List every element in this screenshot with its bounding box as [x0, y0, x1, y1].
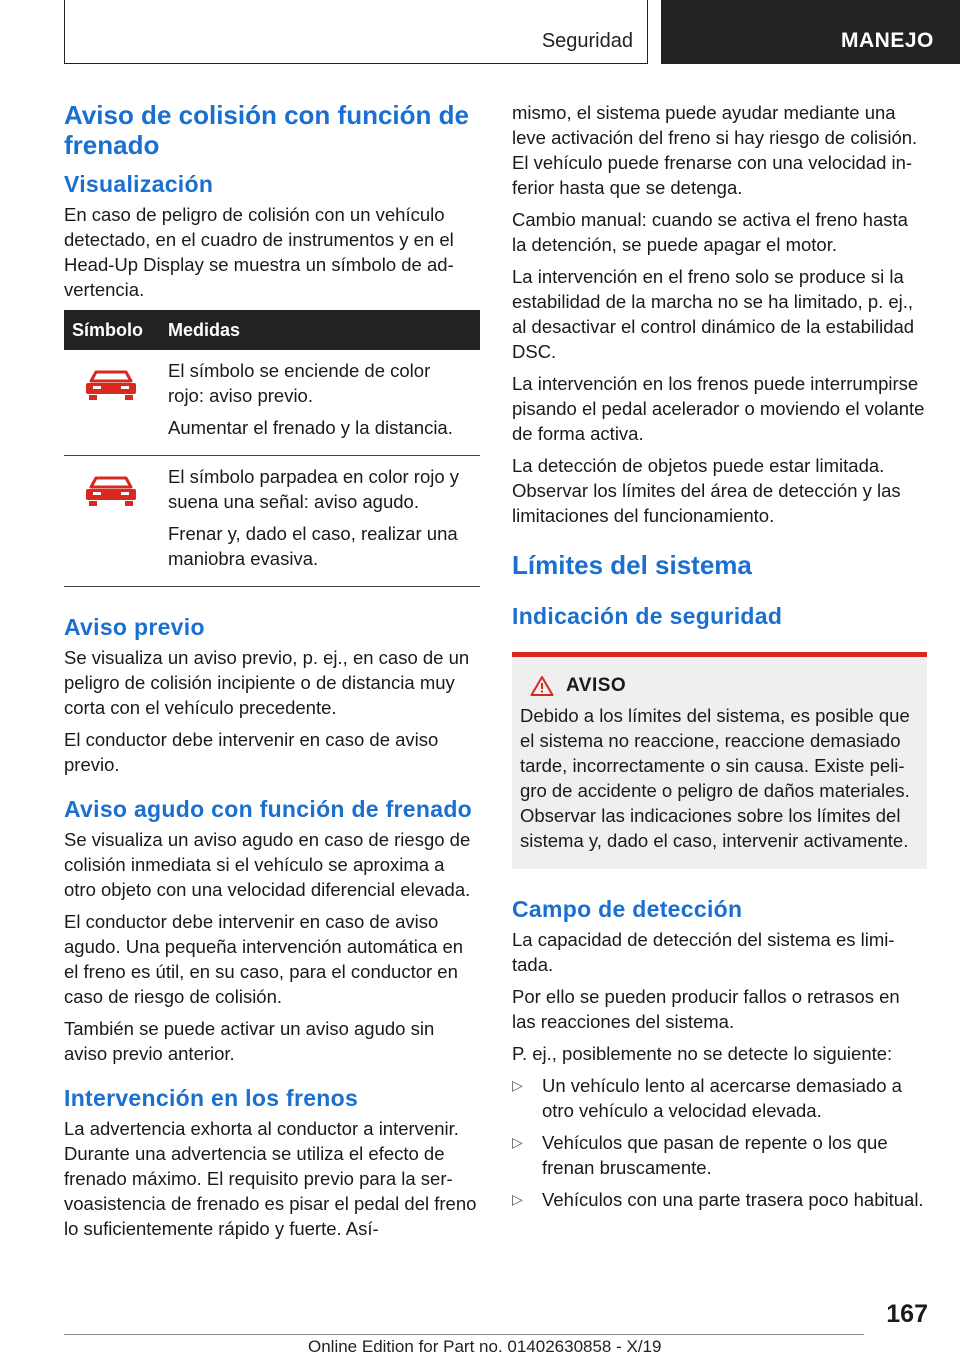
list-item-text: Vehículos que pasan de repente o los que frenan bruscamente. [542, 1132, 888, 1178]
table-header-symbol: Símbolo [64, 310, 160, 350]
list-item [512, 1073, 927, 1123]
paragraph: También se puede activar un aviso agudo sin aviso previo anterior. [64, 1018, 435, 1064]
table-header-measures: Medidas [160, 310, 480, 350]
paragraph: El conductor debe intervenir en caso de aviso previo. [64, 729, 439, 775]
car-warning-icon [84, 476, 138, 508]
car-warning-icon [84, 370, 138, 402]
triangle-bullet-icon: ▷ [512, 1191, 523, 1207]
measure-text: El símbolo se enciende de color rojo: aviso previo. [168, 360, 431, 406]
page-title: Aviso de colisión con función de frenado [64, 100, 469, 160]
paragraph: La capacidad de detección del sistema es limitada. [512, 929, 895, 975]
page-number: 167 [886, 1300, 928, 1328]
warning-title [530, 675, 917, 697]
warning-triangle-icon [530, 675, 554, 697]
measures-cell [160, 456, 480, 587]
header-section-label: Seguridad [541, 30, 633, 52]
measure-text: Aumentar el frenado y la distancia. [168, 417, 453, 438]
paragraph: La intervención en los frenos puede interrumpirse pisando el pedal acelerador o moviendo el volante de forma activa. [512, 373, 925, 444]
header-chapter-label: MANEJO [841, 29, 934, 52]
list-item-text: Un vehículo lento al acercarse demasiado a otro vehículo a velocidad elevada. [542, 1075, 902, 1121]
measure-text: El símbolo parpadea en color rojo y suena una señal: aviso agudo. [168, 466, 460, 512]
paragraph: mismo, el sistema puede ayudar mediante una leve activación del freno si hay riesgo de colisión. El vehículo puede frenarse con una velocidad inferior hasta que se detenga. [512, 102, 918, 198]
paragraph: En caso de peligro de colisión con un vehículo detectado, en el cuadro de instrumentos y en el Head-Up Display se muestra un símbolo de advertencia. [64, 204, 454, 300]
measures-cell [160, 350, 480, 456]
heading-indicacion: Indicación de seguridad [512, 603, 783, 629]
left-column [64, 100, 479, 1248]
symbol-cell [64, 456, 160, 587]
list-item [512, 1187, 927, 1212]
right-column [512, 100, 927, 1219]
paragraph: La advertencia exhorta al conductor a intervenir. Durante una advertencia se utiliza el efecto de frenado máximo. El requisito previo para la servoasistencia de frenado es pisar el pedal del freno lo suficientemente rápido y fuerte. Así- [64, 1118, 477, 1239]
list-item [512, 1130, 927, 1180]
paragraph: Se visualiza un aviso agudo en caso de riesgo de colisión inmediata si el vehículo se aproxima a otro objeto con una velocidad diferencial elevada. [64, 829, 471, 900]
paragraph: La intervención en el freno solo se produce si la estabilidad de la marcha no se ha limitado, p. ej., al desactivar el control dinámico de la estabilidad DSC. [512, 266, 915, 362]
heading-intervencion: Intervención en los frenos [64, 1085, 359, 1111]
list-item-text: Vehículos con una parte trasera poco habitual. [542, 1189, 924, 1210]
symbol-cell [64, 350, 160, 456]
footer-edition: Online Edition for Part no. 01402630858 - X/19 [308, 1337, 662, 1356]
heading-campo: Campo de detección [512, 896, 743, 922]
paragraph: P. ej., posiblemente no se detecte lo siguiente: [512, 1043, 893, 1064]
detection-list [512, 1073, 927, 1212]
paragraph: Se visualiza un aviso previo, p. ej., en caso de un peligro de colisión incipiente o de distancia muy corta con el vehículo precedente. [64, 647, 470, 718]
paragraph: La detección de objetos puede estar limitada. Observar los límites del área de detección y las limitaciones del funcionamiento. [512, 455, 901, 526]
heading-limites: Límites del sistema [512, 550, 752, 580]
paragraph: El conductor debe intervenir en caso de aviso agudo. Una pequeña intervención automática en el freno es útil, en su caso, para el conductor en caso de riesgo de colisión. [64, 911, 464, 1007]
warning-text: Debido a los límites del sistema, es posible que el sistema no reaccione, reaccione demasiado tarde, incorrectamente o sin causa. Existe peligro de accidente o peligro de daños materiales. Observar las indicaciones sobre los límites del sistema y, dado el caso, intervenir activamente. [520, 705, 910, 851]
symbol-table [64, 310, 480, 587]
warning-label: AVISO [566, 675, 627, 696]
warning-box [512, 652, 927, 869]
triangle-bullet-icon: ▷ [512, 1077, 523, 1093]
header-section-box [64, 0, 648, 64]
measure-text: Frenar y, dado el caso, realizar una maniobra evasiva. [168, 523, 458, 569]
heading-aviso-previo: Aviso previo [64, 614, 205, 640]
paragraph: Por ello se pueden producir fallos o retrasos en las reacciones del sistema. [512, 986, 900, 1032]
header-chapter-tab [661, 0, 960, 64]
triangle-bullet-icon: ▷ [512, 1134, 523, 1150]
paragraph: Cambio manual: cuando se activa el freno hasta la detención, se puede apagar el motor. [512, 209, 908, 255]
heading-visualizacion: Visualización [64, 171, 214, 197]
heading-aviso-agudo: Aviso agudo con función de frenado [64, 796, 473, 822]
footer-divider [64, 1334, 864, 1335]
table-row [64, 456, 480, 587]
table-row [64, 350, 480, 456]
